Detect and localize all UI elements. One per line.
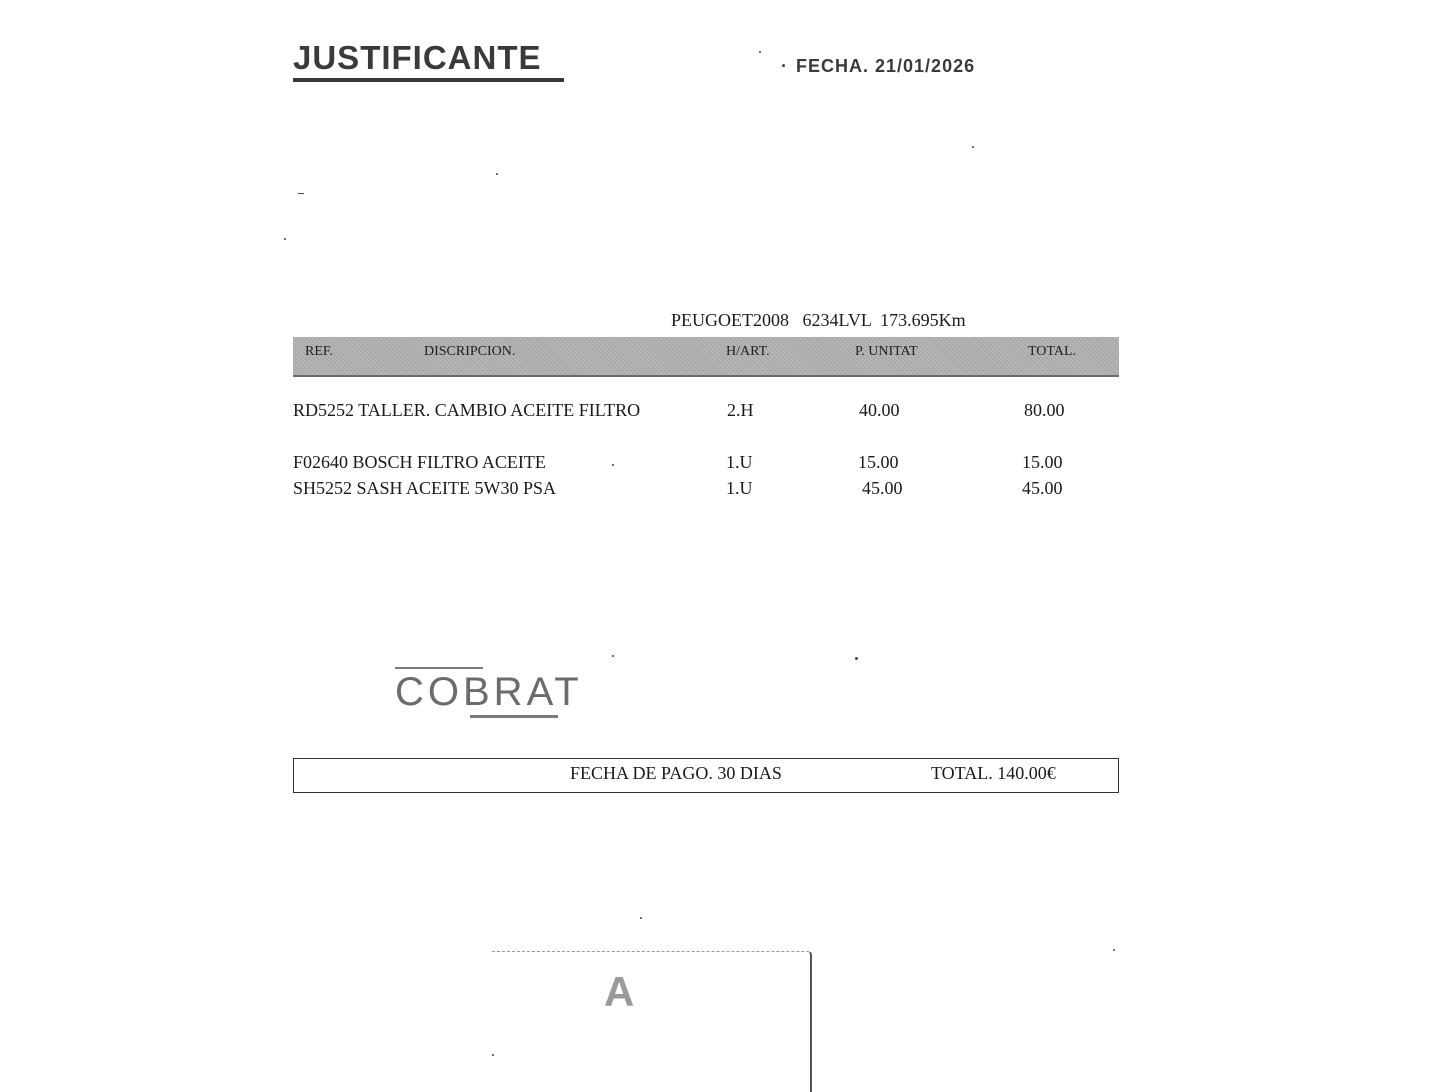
- payment-summary-box: [293, 758, 1119, 793]
- bullet-icon: ·: [781, 56, 788, 76]
- vehicle-plate: 6234LVL: [802, 310, 872, 330]
- scan-speck: [640, 917, 642, 919]
- scan-speck: [612, 655, 614, 657]
- table-row: [293, 478, 1119, 504]
- scan-speck: [612, 464, 614, 466]
- table-row: [293, 452, 1119, 478]
- row-quantity: 1.U: [726, 478, 753, 498]
- grand-total: TOTAL. 140.00€: [931, 763, 1056, 783]
- scan-speck: [759, 51, 761, 53]
- date-value: 21/01/2026: [875, 56, 976, 76]
- date-label: FECHA.: [796, 56, 869, 76]
- row-description: F02640 BOSCH FILTRO ACEITE: [293, 452, 546, 472]
- vehicle-mileage: 173.695Km: [880, 310, 966, 330]
- column-header-description: DISCRIPCION.: [424, 344, 516, 359]
- row-quantity: 1.U: [726, 452, 753, 472]
- table-header: [293, 337, 1119, 377]
- bottom-stamp-text: A: [604, 968, 637, 1015]
- row-total: 80.00: [1024, 400, 1065, 420]
- row-unit-price: 40.00: [859, 400, 900, 420]
- column-header-ref: REF.: [305, 344, 334, 359]
- scan-speck: [496, 173, 498, 175]
- scan-speck: [284, 238, 286, 240]
- row-total: 15.00: [1022, 452, 1063, 472]
- scan-speck: [855, 657, 858, 660]
- scan-speck: [298, 193, 304, 194]
- column-header-quantity: H/ART.: [726, 344, 770, 359]
- row-unit-price: 45.00: [862, 478, 903, 498]
- table-row: [293, 400, 1119, 426]
- scan-speck: [1113, 949, 1115, 951]
- payment-terms: FECHA DE PAGO. 30 DIAS: [570, 763, 782, 783]
- document-title: JUSTIFICANTE: [293, 38, 564, 82]
- column-header-total: TOTAL.: [1028, 344, 1077, 359]
- row-unit-price: 15.00: [858, 452, 899, 472]
- row-description: SH5252 SASH ACEITE 5W30 PSA: [293, 478, 557, 498]
- vehicle-info: [671, 310, 966, 331]
- scan-speck: [972, 146, 974, 148]
- paid-stamp: COBRAT: [395, 670, 583, 714]
- row-total: 45.00: [1022, 478, 1063, 498]
- row-quantity: 2.H: [727, 400, 754, 420]
- column-header-unit-price: P. UNITAT: [855, 344, 918, 359]
- stamp-line-bottom: [470, 715, 558, 718]
- vehicle-model: PEUGOET2008: [671, 310, 789, 330]
- date-line: [781, 56, 975, 77]
- bottom-stamp-frame: [492, 951, 812, 1092]
- scan-speck: [492, 1054, 494, 1056]
- row-description: RD5252 TALLER. CAMBIO ACEITE FILTRO: [293, 400, 641, 420]
